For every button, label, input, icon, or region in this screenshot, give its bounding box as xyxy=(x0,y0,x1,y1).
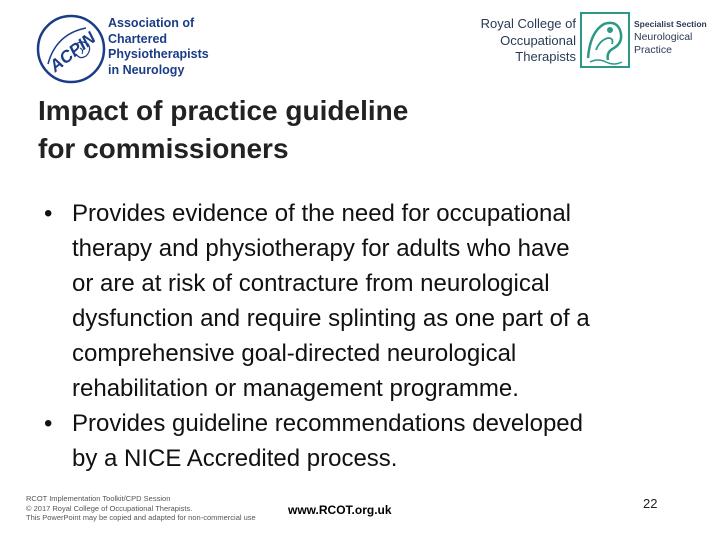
bullet-line: or are at risk of contracture from neurological xyxy=(72,270,550,297)
rcot-name xyxy=(468,16,576,66)
rcot-logo xyxy=(468,12,718,76)
rcot-section-line: Specialist Section xyxy=(634,19,707,29)
title-line: Impact of practice guideline xyxy=(38,95,409,126)
footer-line: RCOT Implementation Toolkit/CPD Session xyxy=(26,494,171,503)
bullet-item xyxy=(44,196,694,406)
acpin-emblem-icon xyxy=(36,14,106,84)
bullet-line: by a NICE Accredited process. xyxy=(72,445,398,472)
rcot-section-line: Neurological xyxy=(634,31,693,43)
footer-line: © 2017 Royal College of Occupational Therapists. xyxy=(26,503,193,513)
bullet-dot: • xyxy=(44,200,53,227)
title-line: for commissioners xyxy=(38,133,289,164)
acpin-line: Association of xyxy=(108,16,195,30)
footer-line: This PowerPoint may be copied and adapted for non-commercial use xyxy=(26,513,256,522)
rcot-line: Royal College of xyxy=(480,16,576,31)
acpin-mark-text: ACPIN xyxy=(45,28,100,76)
bullet-list xyxy=(44,196,694,476)
acpin-name xyxy=(108,16,209,78)
acpin-logo xyxy=(36,12,246,88)
bullet-dot: • xyxy=(44,410,53,437)
rcot-line: Occupational xyxy=(500,32,576,48)
rcot-emblem-icon xyxy=(580,12,630,68)
rcot-section xyxy=(634,18,707,57)
slide-title xyxy=(38,92,678,168)
bullet-line: dysfunction and require splinting as one part of a xyxy=(72,305,590,332)
acpin-line: in Neurology xyxy=(108,62,185,77)
bullet-line: Provides guideline recommendations developed xyxy=(72,410,583,437)
rcot-line: Therapists xyxy=(515,49,576,64)
footer-url-link[interactable]: www.RCOT.org.uk xyxy=(288,503,392,517)
bullet-line: rehabilitation or management programme. xyxy=(72,375,519,402)
footer-credits xyxy=(26,494,256,523)
bullet-line: comprehensive goal-directed neurological xyxy=(72,340,517,367)
bullet-item xyxy=(44,406,694,476)
bullet-line: therapy and physiotherapy for adults who have xyxy=(72,235,570,262)
acpin-line: Chartered xyxy=(108,31,168,46)
rcot-section-line: Practice xyxy=(634,44,672,56)
slide-number: 22 xyxy=(643,496,658,511)
bullet-line: Provides evidence of the need for occupational xyxy=(72,200,571,227)
acpin-line: Physiotherapists xyxy=(108,47,209,61)
